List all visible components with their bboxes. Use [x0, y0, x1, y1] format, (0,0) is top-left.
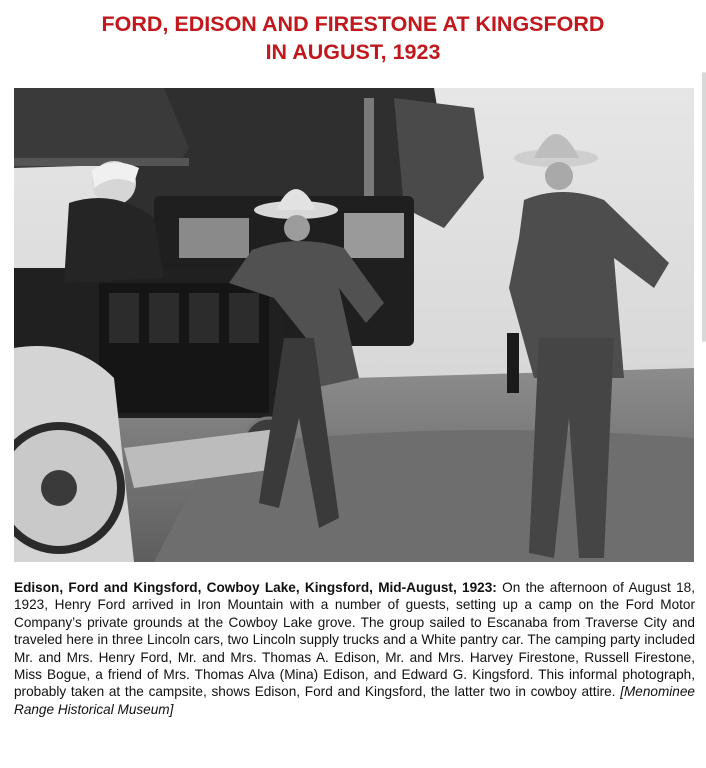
caption-source: [Menominee Range Historical Museum] — [14, 684, 695, 717]
caption-body: On the afternoon of August 18, 1923, Henry Ford arrived in Iron Mountain with a number of guests, setting up a camp on the Ford Motor Company’s private grounds at the Cowboy Lake grove. The group sailed to Escanaba from Traverse City and traveled here in three Lincoln cars, two Lincoln supply trucks and a White pantry car. The camping party included Mr. and Mrs. Henry Ford, Mr. and Mrs. Thomas A. Edison, Mr. and Mrs. Harvey Firestone, Russell Firestone, Miss Bogue, a friend of Mrs. Thomas Alva (Mina) Edison, and Edward G. Kingsford. This informal photograph, probably taken at the campsite, shows Edison, Ford and Kingsford, the latter two in cowboy attire. — [14, 580, 695, 700]
title-line-1: FORD, EDISON AND FIRESTONE AT KINGSFORD — [101, 12, 605, 36]
historical-photograph — [14, 88, 694, 562]
page-title — [0, 10, 706, 66]
scrollbar[interactable] — [702, 72, 706, 342]
caption-lead: Edison, Ford and Kingsford, Cowboy Lake, Kingsford, Mid-August, 1923: — [14, 580, 497, 595]
title-line-2: IN AUGUST, 1923 — [265, 40, 441, 64]
photo-caption — [14, 579, 695, 718]
